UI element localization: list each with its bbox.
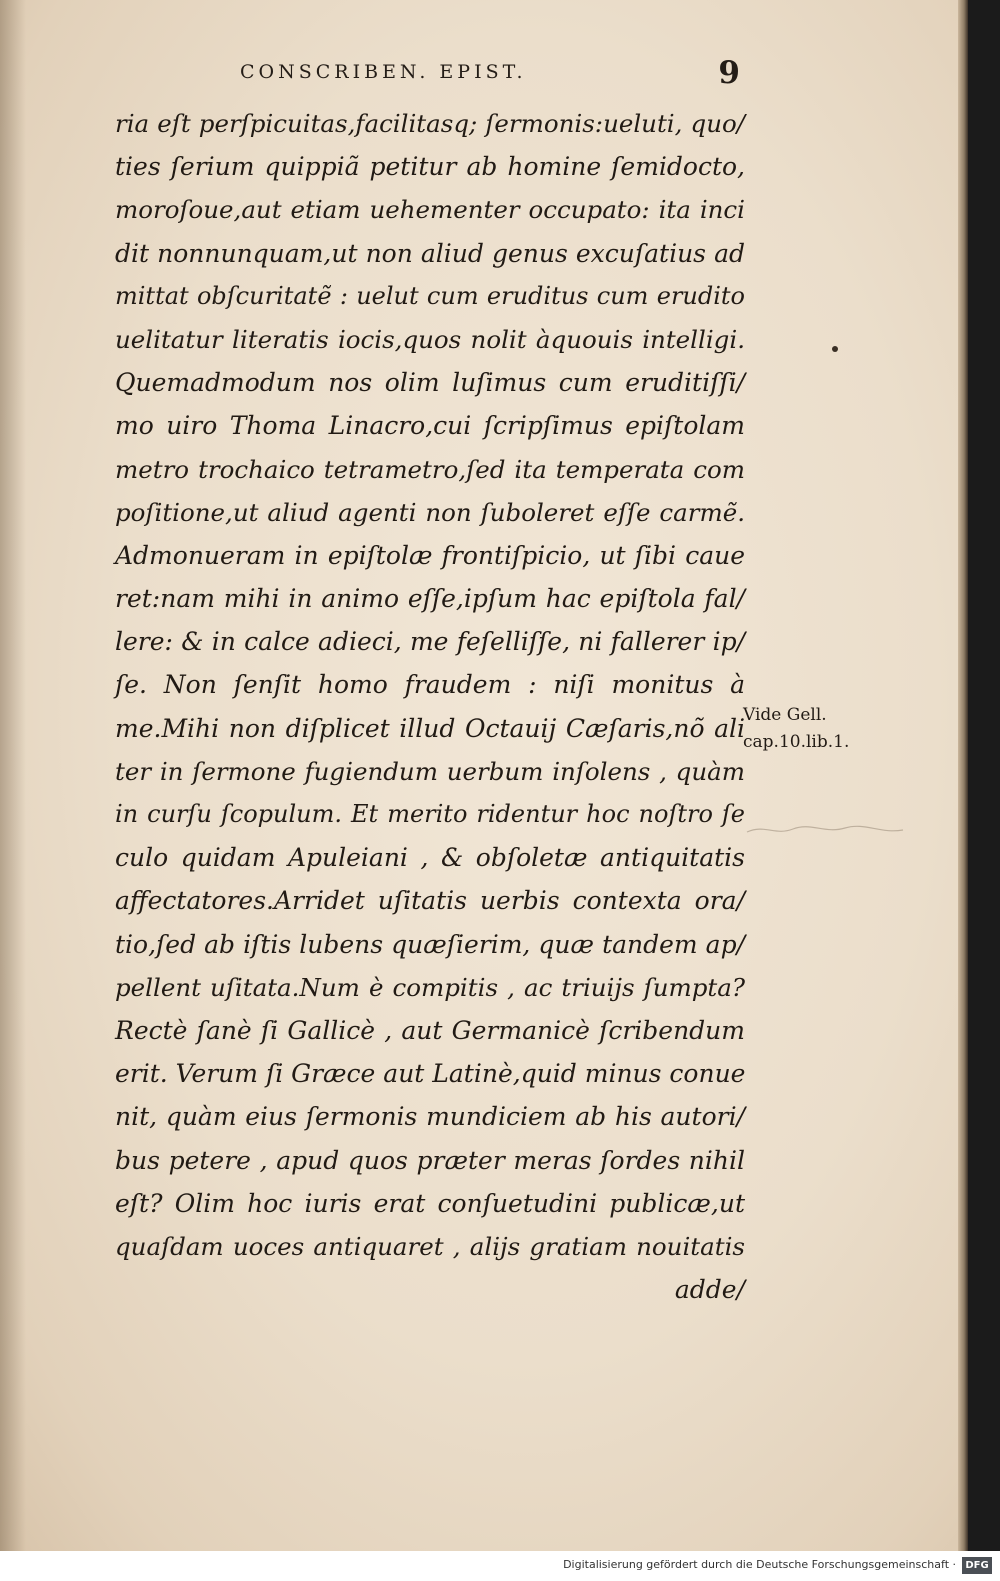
catchword: adde/: [674, 1275, 745, 1305]
text-line: ret:nam mihi in animo eſſe,ipſum hac epiſtola fal/: [115, 584, 745, 614]
text-line: mittat obſcuritatẽ : uelut cum eruditus cum erudito: [115, 281, 745, 310]
text-line: poſitione,ut aliud agenti non ſuboleret eſſe carmẽ.: [115, 497, 745, 527]
text-line: metro trochaico tetrametro,ſed ita temperata com: [115, 454, 745, 484]
ink-dot-mark: [832, 346, 838, 352]
text-line: erit. Verum ſi Græce aut Latinè,quid minus conue: [115, 1059, 746, 1089]
text-line: ſe. Non ſenſit homo fraudem : niſi monitus à: [115, 670, 745, 700]
text-line: in curſu ſcopulum. Et merito ridentur hoc noſtro ſe: [115, 800, 745, 828]
body-text: [115, 102, 745, 1311]
running-title: CONSCRIBEN. EPIST.: [240, 61, 527, 83]
text-line: nit, quàm eius ſermonis mundiciem ab his autori/: [115, 1102, 745, 1132]
text-line: Admonueram in epiſtolæ frontiſpicio, ut ſibi caue: [115, 540, 745, 570]
text-line: tio,ſed ab iſtis lubens quæſierim, quæ tandem ap/: [115, 929, 745, 959]
gutter-shadow: [0, 0, 26, 1551]
faint-pencil-scribble: [745, 820, 905, 840]
text-line: mo uiro Thoma Linacro,cui ſcripſimus epiſtolam: [115, 411, 745, 441]
text-line: lere: & in calce adieci, me feſelliſſe, ni fallerer ip/: [115, 627, 745, 657]
text-line: uelitatur literatis iocis,quos nolit àquouis intelligi.: [115, 324, 745, 354]
text-line: quaſdam uoces antiquaret , alijs gratiam nouitatis: [115, 1231, 745, 1261]
text-line: ter in ſermone fugiendum uerbum inſolens , quàm: [115, 756, 745, 786]
marginal-note: [743, 702, 893, 756]
text-line: dit nonnunquam,ut non aliud genus excuſatius ad: [115, 238, 745, 268]
dfg-logo-icon: DFG: [962, 1557, 992, 1574]
marginal-note-line: cap.10.lib.1.: [743, 732, 850, 752]
text-line: affectatores.Arridet uſitatis uerbis contexta ora/: [115, 886, 745, 916]
page-number: 9: [718, 55, 740, 91]
text-line: ria eſt perſpicuitas,facilitasq; ſermonis:ueluti, quo/: [115, 109, 745, 138]
text-line: pellent uſitata.Num è compitis , ac triuijs ſumpta?: [115, 972, 745, 1002]
funding-credit: Digitalisierung gefördert durch die Deutsche Forschungsgemeinschaft ·: [563, 1558, 956, 1571]
digitization-credit-bar: [0, 1551, 1000, 1581]
text-line: me.Mihi non diſplicet illud Octauij Cæſaris,nõ ali: [115, 713, 745, 743]
text-line: Rectè ſanè ſi Gallicè , aut Germanicè ſcribendum: [115, 1015, 745, 1045]
running-head: [240, 55, 740, 95]
text-line: ties ſerium quippiã petitur ab homine ſemidocto,: [115, 152, 745, 182]
text-line: eſt? Olim hoc iuris erat conſuetudini publicæ,ut: [115, 1188, 745, 1218]
text-line: culo quidam Apuleiani , & obſoletæ antiquitatis: [115, 843, 745, 873]
page-edge: [958, 0, 968, 1551]
text-line: bus petere , apud quos præter meras ſordes nihil: [115, 1145, 745, 1175]
text-line: moroſoue,aut etiam uehementer occupato: ita inci: [115, 195, 745, 225]
text-line: Quemadmodum nos olim luſimus cum eruditiſſi/: [115, 368, 745, 398]
marginal-note-line: Vide Gell.: [743, 705, 827, 725]
